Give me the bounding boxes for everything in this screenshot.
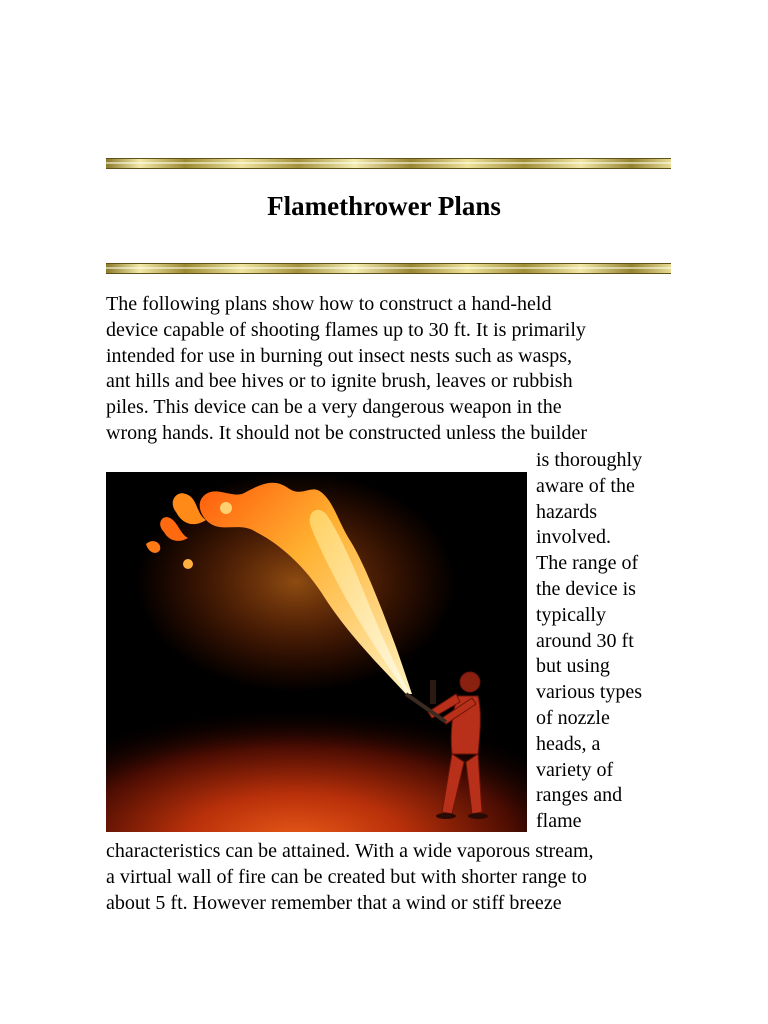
wrap-line: various types bbox=[536, 681, 643, 704]
flamethrower-illustration bbox=[106, 472, 527, 832]
wrap-line: flame bbox=[536, 810, 582, 833]
continuation-line: about 5 ft. However remember that a wind or stiff breeze bbox=[106, 891, 562, 914]
intro-line: intended for use in burning out insect nests such as wasps, bbox=[106, 344, 573, 367]
wrap-line: The range of bbox=[536, 552, 639, 575]
decorative-rule-bottom bbox=[106, 263, 671, 274]
wrap-line: ranges and bbox=[536, 784, 623, 807]
wrap-line: involved. bbox=[536, 526, 611, 549]
wrap-line: typically bbox=[536, 603, 606, 626]
wrap-line: the device is bbox=[536, 577, 636, 600]
wrap-line: aware of the bbox=[536, 474, 635, 497]
wrap-line: heads, a bbox=[536, 732, 601, 755]
flamethrower-photo bbox=[106, 472, 527, 832]
continuation-paragraph bbox=[106, 839, 676, 916]
intro-paragraph bbox=[106, 292, 636, 447]
wrap-line: of nozzle bbox=[536, 706, 610, 729]
intro-line: The following plans show how to construct a hand-held bbox=[106, 293, 552, 315]
wrap-line: but using bbox=[536, 655, 610, 678]
wrap-line: around 30 ft bbox=[536, 629, 634, 652]
continuation-line: a virtual wall of fire can be created but with shorter range to bbox=[106, 865, 587, 888]
page-title: Flamethrower Plans bbox=[267, 191, 501, 221]
intro-line: piles. This device can be a very dangerous weapon in the bbox=[106, 396, 562, 419]
wrap-line: is thoroughly bbox=[536, 449, 643, 471]
intro-line: ant hills and bee hives or to ignite brush, leaves or rubbish bbox=[106, 370, 573, 393]
decorative-rule-top bbox=[106, 158, 671, 169]
wrap-line: hazards bbox=[536, 500, 598, 523]
wrap-line: variety of bbox=[536, 758, 614, 781]
wrap-paragraph bbox=[536, 448, 676, 835]
intro-line: device capable of shooting flames up to 30 ft. It is primarily bbox=[106, 318, 586, 341]
continuation-line: characteristics can be attained. With a wide vaporous stream, bbox=[106, 840, 594, 862]
intro-line: wrong hands. It should not be constructed unless the builder bbox=[106, 421, 588, 444]
